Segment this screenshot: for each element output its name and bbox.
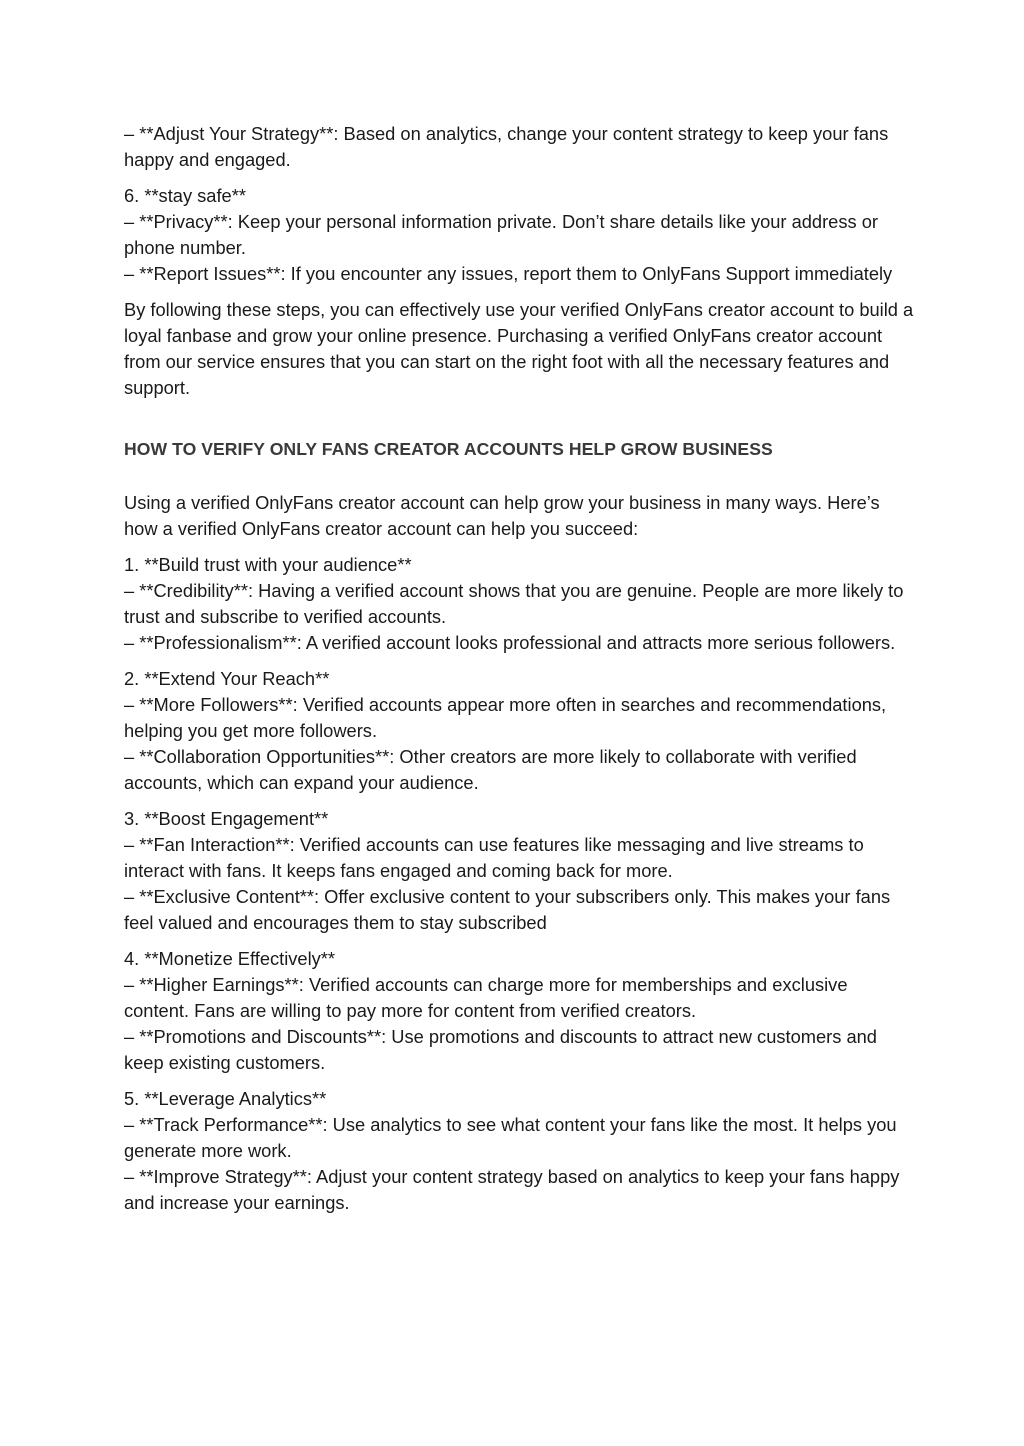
list-heading: 4. **Monetize Effectively** [124,948,336,969]
intro-section [124,121,914,401]
list-item: – **More Followers**: Verified accounts appear more often in searches and recommendations, helping you get more followers. [124,694,887,741]
list-item: – **Collaboration Opportunities**: Other creators are more likely to collaborate with verified accounts, which can expand your audience. [124,746,857,793]
paragraph-line: By following these steps, you can effectively use your verified OnlyFans creator account to build a loyal fanbase and grow your online presence. Purchasing a verified OnlyFans creator account from our service ensures that you can start on the right foot with all the necessary features and support. [124,299,914,398]
paragraph-adjust-strategy [124,121,914,173]
body-section [124,490,914,1216]
list-heading: 2. **Extend Your Reach** [124,668,330,689]
list-item: – **Improve Strategy**: Adjust your content strategy based on analytics to keep your fans happy and increase your earnings. [124,1166,900,1213]
list-section-monetize [124,946,914,1076]
list-item-report-issues: – **Report Issues**: If you encounter any issues, report them to OnlyFans Support immediately [124,263,893,284]
list-heading-stay-safe: 6. **stay safe** [124,185,246,206]
paragraph-stay-safe [124,183,914,287]
list-section-extend-reach [124,666,914,796]
paragraph-intro [124,490,914,542]
document-page [124,121,914,1226]
list-section-boost-engagement [124,806,914,936]
paragraph-line: Using a verified OnlyFans creator account can help grow your business in many ways. Here’s how a verified OnlyFans creator account can help you succeed: [124,492,880,539]
list-item: – **Fan Interaction**: Verified accounts can use features like messaging and live streams to interact with fans. It keeps fans engaged and coming back for more. [124,834,864,881]
list-item: – **Promotions and Discounts**: Use promotions and discounts to attract new customers and keep existing customers. [124,1026,877,1073]
list-item-privacy: – **Privacy**: Keep your personal information private. Don’t share details like your address or phone number. [124,211,878,258]
list-heading: 3. **Boost Engagement** [124,808,329,829]
paragraph-conclusion [124,297,914,401]
list-section-leverage-analytics [124,1086,914,1216]
list-heading: 5. **Leverage Analytics** [124,1088,327,1109]
paragraph-line: – **Adjust Your Strategy**: Based on analytics, change your content strategy to keep your fans happy and engaged. [124,123,889,170]
list-section-build-trust [124,552,914,656]
list-heading: 1. **Build trust with your audience** [124,554,412,575]
list-item: – **Exclusive Content**: Offer exclusive content to your subscribers only. This makes your fans feel valued and encourages them to stay subscribed [124,886,891,933]
list-item: – **Professionalism**: A verified account looks professional and attracts more serious followers. [124,632,896,653]
list-item: – **Credibility**: Having a verified account shows that you are genuine. People are more likely to trust and subscribe to verified accounts. [124,580,904,627]
section-heading: HOW TO VERIFY ONLY FANS CREATOR ACCOUNTS HELP GROW BUSINESS [124,439,773,459]
list-item: – **Higher Earnings**: Verified accounts can charge more for memberships and exclusive content. Fans are willing to pay more for content from verified creators. [124,974,848,1021]
list-item: – **Track Performance**: Use analytics to see what content your fans like the most. It helps you generate more work. [124,1114,897,1161]
